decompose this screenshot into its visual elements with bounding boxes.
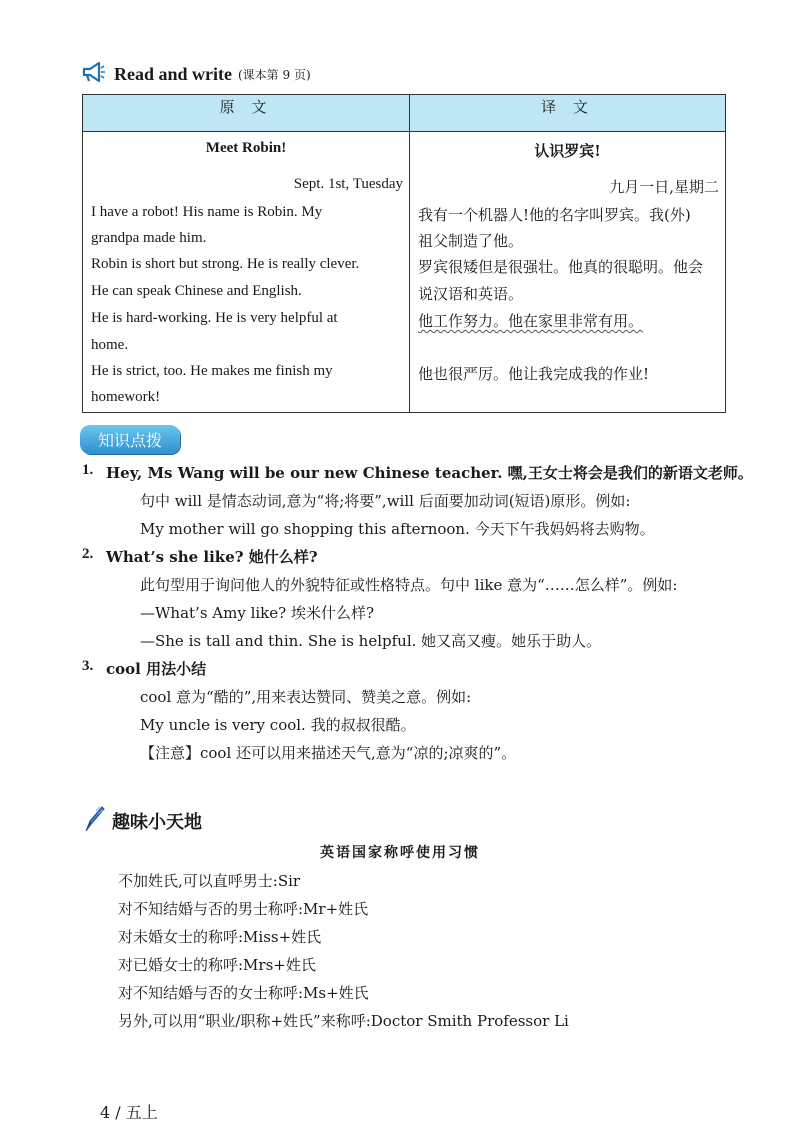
fun-line: 对不知结婚与否的男士称呼:Mr+姓氏 <box>118 900 369 918</box>
section-header <box>82 60 311 88</box>
point-line: —She is tall and thin. She is helpful. 她又高又瘦。她乐于助人。 <box>140 632 602 650</box>
fun-corner-title: 趣味小天地 <box>112 812 202 833</box>
point-line: My uncle is very cool. 我的叔叔很酷。 <box>140 716 416 734</box>
fun-line: 不加姓氏,可以直呼男士:Sir <box>118 872 301 890</box>
column-header-original: 原 文 <box>83 95 410 132</box>
column-header-translation: 译 文 <box>410 95 726 132</box>
point-title: What’s she like? 她什么样? <box>106 548 318 566</box>
point-number: 2. <box>82 546 94 562</box>
fun-line: 对已婚女士的称呼:Mrs+姓氏 <box>118 956 316 974</box>
megaphone-icon <box>82 61 106 87</box>
section-title: Read and write <box>114 63 232 84</box>
original-line: I have a robot! His name is Robin. My <box>91 204 323 220</box>
original-line: He is strict, too. He makes me finish my <box>91 363 333 379</box>
point-line: My mother will go shopping this afternoon. 今天下午我妈妈将去购物。 <box>140 520 655 538</box>
original-line: He is hard-working. He is very helpful at <box>91 310 338 326</box>
fun-corner-subtitle: 英语国家称呼使用习惯 <box>320 845 480 861</box>
translation-date: 九月一日,星期二 <box>609 178 719 196</box>
original-line: He can speak Chinese and English. <box>91 283 302 299</box>
translation-line: 他工作努力。他在家里非常有用。 <box>418 312 644 330</box>
point-title: Hey, Ms Wang will be our new Chinese teacher. 嘿,王女士将会是我们的新语文老师。 <box>106 464 753 482</box>
page-number: 4 / 五上 <box>100 1103 158 1122</box>
point-line: 句中 will 是情态动词,意为“将;将要”,will 后面要加动词(短语)原形。例如: <box>140 492 631 510</box>
point-line: 【注意】cool 还可以用来描述天气,意为“凉的;凉爽的”。 <box>140 744 517 762</box>
fun-corner-header <box>82 805 202 837</box>
fun-line: 对未婚女士的称呼:Miss+姓氏 <box>118 928 322 946</box>
point-title: cool 用法小结 <box>106 660 207 678</box>
original-line: Robin is short but strong. He is really clever. <box>91 256 360 272</box>
fun-line: 另外,可以用“职业/职称+姓氏”来称呼:Doctor Smith Professor Li <box>118 1012 569 1030</box>
translation-table <box>82 94 726 413</box>
translation-text-cell <box>410 132 726 413</box>
translation-title: 认识罗宾! <box>534 142 601 160</box>
original-line: grandpa made him. <box>91 230 207 246</box>
point-line: 此句型用于询问他人的外貌特征或性格特点。句中 like 意为“……怎么样”。例如: <box>140 576 678 594</box>
pen-icon <box>82 805 106 837</box>
section-subtitle: (课本第 9 页) <box>238 67 311 82</box>
point-number: 1. <box>82 462 94 478</box>
translation-line: 我有一个机器人!他的名字叫罗宾。我(外) <box>418 206 691 224</box>
point-line: cool 意为“酷的”,用来表达赞同、赞美之意。例如: <box>140 688 472 706</box>
fun-line: 对不知结婚与否的女士称呼:Ms+姓氏 <box>118 984 369 1002</box>
point-line: —What’s Amy like? 埃米什么样? <box>140 604 374 622</box>
original-text-cell <box>83 132 410 413</box>
original-line: homework! <box>91 389 161 405</box>
translation-line: 祖父制造了他。 <box>418 232 524 250</box>
knowledge-badge: 知识点拨 <box>80 425 180 454</box>
translation-line: 说汉语和英语。 <box>418 285 524 303</box>
translation-line: 他也很严厉。他让我完成我的作业! <box>418 365 650 383</box>
point-number: 3. <box>82 658 94 674</box>
original-line: home. <box>91 337 129 353</box>
original-date: Sept. 1st, Tuesday <box>293 176 403 192</box>
original-title: Meet Robin! <box>205 140 287 156</box>
translation-line: 罗宾很矮但是很强壮。他真的很聪明。他会 <box>418 258 704 276</box>
